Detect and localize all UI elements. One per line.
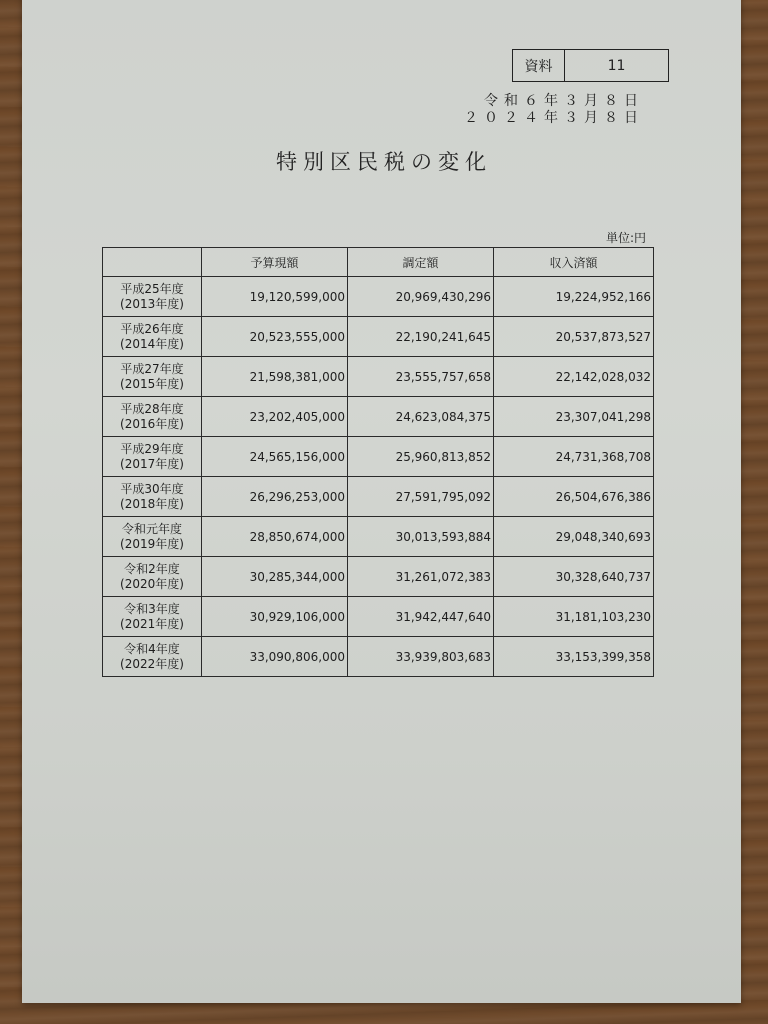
year-cell <box>103 437 202 477</box>
assessed-cell: 31,261,072,383 <box>348 557 494 597</box>
budget-cell: 23,202,405,000 <box>202 397 348 437</box>
assessed-cell: 27,591,795,092 <box>348 477 494 517</box>
budget-cell: 20,523,555,000 <box>202 317 348 357</box>
era-label: 平成27年度 <box>120 361 184 376</box>
era-label: 令和4年度 <box>124 641 180 656</box>
budget-cell: 19,120,599,000 <box>202 277 348 317</box>
date-western: ２０２４年３月８日 <box>464 110 644 126</box>
received-cell: 30,328,640,737 <box>494 557 654 597</box>
budget-cell: 28,850,674,000 <box>202 517 348 557</box>
era-label: 令和2年度 <box>124 561 180 576</box>
received-cell: 33,153,399,358 <box>494 637 654 677</box>
table-row <box>103 317 654 357</box>
date-reiwa: 令和６年３月８日 <box>484 93 644 109</box>
western-year-label: (2022年度) <box>120 656 184 671</box>
received-cell: 31,181,103,230 <box>494 597 654 637</box>
budget-cell: 30,285,344,000 <box>202 557 348 597</box>
assessed-cell: 30,013,593,884 <box>348 517 494 557</box>
era-label: 平成25年度 <box>120 281 184 296</box>
budget-cell: 33,090,806,000 <box>202 637 348 677</box>
table-row <box>103 597 654 637</box>
era-label: 令和元年度 <box>121 521 182 536</box>
assessed-cell: 23,555,757,658 <box>348 357 494 397</box>
western-year-label: (2021年度) <box>120 616 184 631</box>
era-label: 平成30年度 <box>120 481 184 496</box>
table-row <box>103 477 654 517</box>
assessed-cell: 24,623,084,375 <box>348 397 494 437</box>
received-cell: 19,224,952,166 <box>494 277 654 317</box>
western-year-label: (2017年度) <box>120 456 184 471</box>
document-title: 特別区民税の変化 <box>276 150 492 174</box>
table-row <box>103 557 654 597</box>
received-cell: 20,537,873,527 <box>494 317 654 357</box>
year-cell <box>103 317 202 357</box>
received-cell: 29,048,340,693 <box>494 517 654 557</box>
table-row <box>103 277 654 317</box>
year-cell <box>103 277 202 317</box>
budget-cell: 21,598,381,000 <box>202 357 348 397</box>
year-cell <box>103 477 202 517</box>
assessed-cell: 31,942,447,640 <box>348 597 494 637</box>
assessed-cell: 25,960,813,852 <box>348 437 494 477</box>
received-cell: 24,731,368,708 <box>494 437 654 477</box>
western-year-label: (2018年度) <box>120 496 184 511</box>
budget-cell: 24,565,156,000 <box>202 437 348 477</box>
year-cell <box>103 517 202 557</box>
era-label: 平成29年度 <box>120 441 184 456</box>
tax-table <box>102 247 654 677</box>
budget-cell: 26,296,253,000 <box>202 477 348 517</box>
western-year-label: (2016年度) <box>120 416 184 431</box>
budget-cell: 30,929,106,000 <box>202 597 348 637</box>
western-year-label: (2014年度) <box>120 336 184 351</box>
received-cell: 22,142,028,032 <box>494 357 654 397</box>
western-year-label: (2019年度) <box>120 536 184 551</box>
table-header-row <box>103 248 654 277</box>
year-cell <box>103 357 202 397</box>
table-row <box>103 357 654 397</box>
western-year-label: (2020年度) <box>120 576 184 591</box>
year-cell <box>103 557 202 597</box>
table-row <box>103 637 654 677</box>
header-year <box>103 248 202 277</box>
year-cell <box>103 597 202 637</box>
unit-label: 単位:円 <box>605 231 646 245</box>
received-cell: 23,307,041,298 <box>494 397 654 437</box>
header-budget: 予算現額 <box>202 248 348 277</box>
assessed-cell: 20,969,430,296 <box>348 277 494 317</box>
era-label: 平成28年度 <box>120 401 184 416</box>
assessed-cell: 22,190,241,645 <box>348 317 494 357</box>
year-cell <box>103 637 202 677</box>
reference-label: 資料 <box>513 50 565 81</box>
table-row <box>103 437 654 477</box>
table-row <box>103 517 654 557</box>
reference-box <box>512 49 669 82</box>
header-assessed: 調定額 <box>348 248 494 277</box>
year-cell <box>103 397 202 437</box>
table-row <box>103 397 654 437</box>
era-label: 令和3年度 <box>124 601 180 616</box>
assessed-cell: 33,939,803,683 <box>348 637 494 677</box>
era-label: 平成26年度 <box>120 321 184 336</box>
reference-number: 11 <box>607 57 626 74</box>
received-cell: 26,504,676,386 <box>494 477 654 517</box>
western-year-label: (2013年度) <box>120 296 184 311</box>
western-year-label: (2015年度) <box>120 376 184 391</box>
header-received: 収入済額 <box>494 248 654 277</box>
